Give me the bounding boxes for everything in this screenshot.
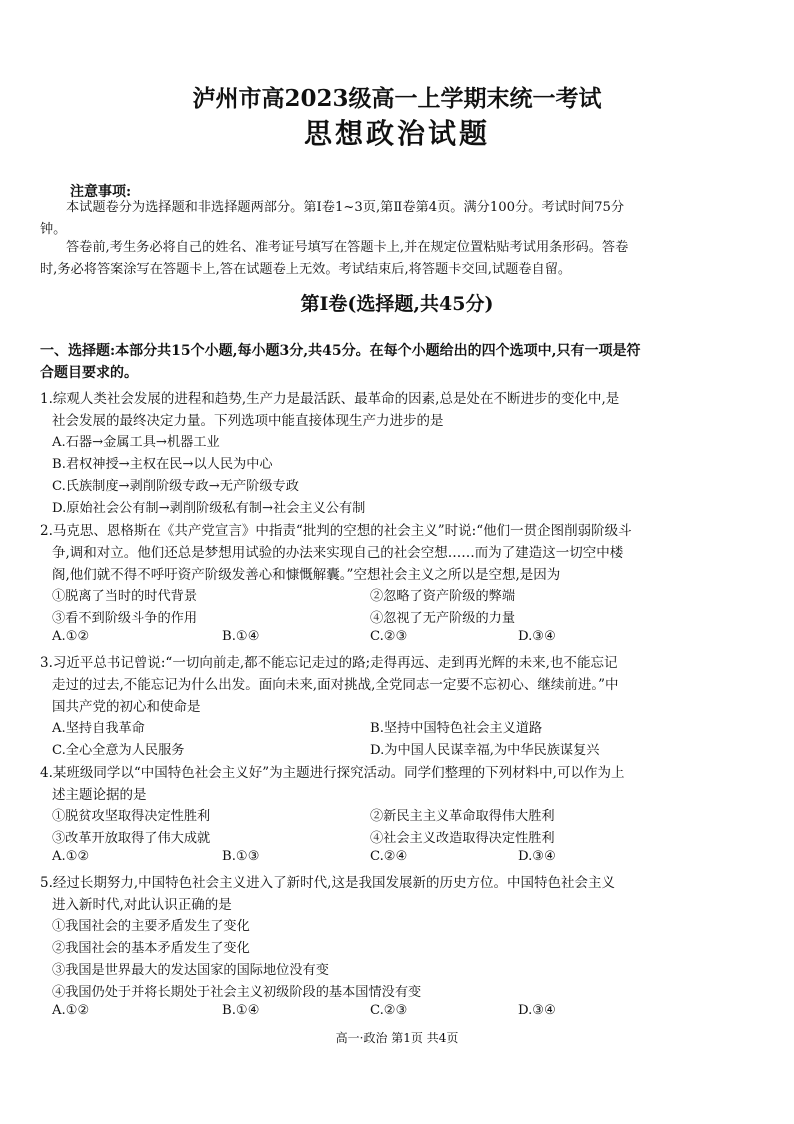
statement: ④忽视了无产阶级的力量 [370, 611, 516, 626]
question-stem: 争,调和对立。他们还总是梦想用试验的办法来实现自己的社会空想……而为了建造这一切空中楼 [52, 545, 624, 561]
statement: ②我国社会的基本矛盾发生了变化 [52, 941, 250, 956]
choice: C.②④ [370, 849, 408, 864]
question-stem: 阁,他们就不得不呼吁资产阶级发善心和慷慨解囊。”空想社会主义之所以是空想,是因为 [52, 567, 561, 583]
option: C.全心全意为人民服务 [52, 743, 185, 758]
choice: D.③④ [518, 629, 556, 644]
statement: ①脱离了当时的时代背景 [52, 589, 198, 604]
statement: ③改革开放取得了伟大成就 [52, 831, 211, 846]
choice: B.①④ [222, 629, 260, 644]
notice-line: 答卷前,考生务必将自己的姓名、准考证号填写在答题卡上,并在规定位置粘贴考试用条形码。答卷 [66, 240, 629, 255]
choice: C.②③ [370, 629, 408, 644]
question-stem: 1.综观人类社会发展的进程和趋势,生产力是最活跃、最革命的因素,总是处在不断进步的变化中,是 [40, 391, 620, 407]
choice: D.③④ [518, 849, 556, 864]
choice: D.③④ [518, 1003, 556, 1018]
choice: A.①② [52, 629, 90, 644]
choice: B.①③ [222, 849, 260, 864]
question-stem: 国共产党的初心和使命是 [52, 699, 201, 715]
choice: A.①② [52, 1003, 90, 1018]
option: D.为中国人民谋幸福,为中华民族谋复兴 [370, 743, 600, 758]
option: B.君权神授→主权在民→以人民为中心 [52, 457, 273, 472]
option: D.原始社会公有制→剥削阶级私有制→社会主义公有制 [52, 501, 366, 516]
notice-line: 钟。 [40, 222, 67, 237]
statement: ②新民主主义革命取得伟大胜利 [370, 809, 555, 824]
question-stem: 3.习近平总书记曾说:“一切向前走,都不能忘记走过的路;走得再远、走到再光辉的未来,也不能忘记 [40, 655, 618, 671]
subject-title: 思想政治试题 [303, 117, 490, 150]
notice-line: 时,务必将答案涂写在答题卡上,答在试题卷上无效。考试结束后,将答题卡交回,试题卷自留。 [40, 262, 572, 277]
notice-line: 本试题卷分为选择题和非选择题两部分。第Ⅰ卷1~3页,第Ⅱ卷第4页。满分100分。考试时间75分 [66, 200, 625, 215]
option: B.坚持中国特色社会主义道路 [370, 721, 543, 736]
statement: ①脱贫攻坚取得决定性胜利 [52, 809, 211, 824]
question-stem: 社会发展的最终决定力量。下列选项中能直接体现生产力进步的是 [52, 413, 444, 429]
page-footer: 高一·政治 第1页 共4页 [335, 1031, 459, 1045]
statement: ③看不到阶级斗争的作用 [52, 611, 198, 626]
instruction-line: 一、选择题:本部分共15个小题,每小题3分,共45分。在每个小题给出的四个选项中,只有一项是符 [40, 343, 641, 359]
statement: ④我国仍处于并将长期处于社会主义初级阶段的基本国情没有变 [52, 985, 422, 1000]
statement: ④社会主义改造取得决定性胜利 [370, 831, 555, 846]
question-stem: 进入新时代,对此认识正确的是 [52, 897, 232, 913]
question-stem: 5.经过长期努力,中国特色社会主义进入了新时代,这是我国发展新的历史方位。中国特色社会主义 [40, 875, 615, 891]
instruction-line: 合题目要求的。 [40, 365, 138, 381]
question-stem: 述主题论据的是 [52, 787, 147, 803]
statement: ②忽略了资产阶级的弊端 [370, 589, 516, 604]
option: C.氏族制度→剥削阶级专政→无产阶级专政 [52, 479, 299, 494]
option: A.坚持自我革命 [52, 721, 145, 736]
question-stem: 4.某班级同学以“中国特色社会主义好”为主题进行探究活动。同学们整理的下列材料中,可以作为上 [40, 765, 625, 781]
question-stem: 2.马克思、恩格斯在《共产党宣言》中指责“批判的空想的社会主义”时说:“他们一贯企图削弱阶级斗 [40, 523, 632, 539]
section-title: 第Ⅰ卷(选择题,共45分) [300, 293, 494, 315]
choice: C.②③ [370, 1003, 408, 1018]
statement: ③我国是世界最大的发达国家的国际地位没有变 [52, 963, 329, 978]
exam-title: 泸州市高2023级高一上学期末统一考试 [192, 85, 602, 112]
question-stem: 走过的过去,不能忘记为什么出发。面向未来,面对挑战,全党同志一定要不忘初心、继续前进。”中 [52, 677, 619, 693]
choice: B.①④ [222, 1003, 260, 1018]
statement: ①我国社会的主要矛盾发生了变化 [52, 919, 250, 934]
notice-heading: 注意事项: [70, 184, 132, 200]
option: A.石器→金属工具→机器工业 [52, 435, 220, 450]
choice: A.①② [52, 849, 90, 864]
